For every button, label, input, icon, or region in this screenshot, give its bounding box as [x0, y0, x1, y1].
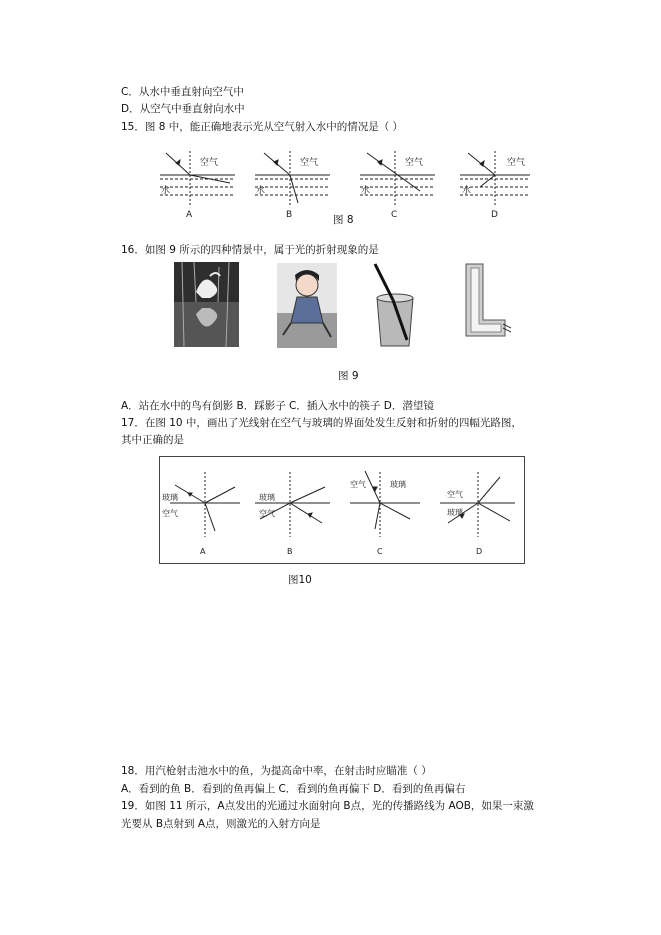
- fig10-glass-label-c: 玻璃: [390, 480, 406, 489]
- fig10-panel-a: [170, 472, 240, 537]
- fig10-letter-a: A: [200, 547, 206, 556]
- q14-option-c: C．从水中垂直射向空气中: [121, 86, 244, 98]
- fig10-air-label-c: 空气: [350, 480, 366, 489]
- fig8-water-label-a: 水: [161, 186, 171, 196]
- question-16: 16．如图 9 所示的四种情景中，属于光的折射现象的是: [121, 244, 379, 256]
- fig10-letter-b: B: [287, 547, 293, 556]
- figure-10: [160, 457, 524, 563]
- fig8-panel-a: [160, 151, 235, 205]
- fig8-letter-d: D: [491, 210, 498, 220]
- fig10-panel-d: [440, 472, 515, 537]
- fig10-glass-label-d: 玻璃: [447, 508, 463, 517]
- fig8-air-label-d: 空气: [507, 158, 526, 168]
- fig8-water-label-d: 水: [462, 186, 472, 196]
- fig8-water-label-c: 水: [361, 186, 371, 196]
- fig10-letter-c: C: [377, 547, 383, 556]
- fig8-air-label-c: 空气: [405, 158, 424, 168]
- question-19-line-1: 19．如图 11 所示，A点发出的光通过水面射向 B点，光的传播路线为 AOB，如果一束激: [121, 800, 534, 812]
- fig8-letter-a: A: [186, 210, 193, 220]
- question-16-options: A．站在水中的鸟有倒影 B．踩影子 C．插入水中的筷子 D．潜望镜: [121, 400, 434, 412]
- fig9-periscope-image: [463, 262, 513, 342]
- fig9-caption: 图 9: [338, 370, 359, 382]
- fig10-glass-label-b: 玻璃: [259, 493, 275, 502]
- fig9-chopsticks-in-water-image: [365, 262, 425, 350]
- fig9-bird-reflection-image: [174, 262, 239, 347]
- fig8-caption: 图 8: [333, 214, 354, 226]
- question-15: 15．图 8 中，能正确地表示光从空气射入水中的情况是（ ）: [121, 121, 404, 133]
- question-18: 18．用汽枪射击池水中的鱼，为提高命中率，在射击时应瞄准（ ）: [121, 765, 432, 777]
- question-19-line-2: 光要从 B点射到 A点，则激光的入射方向是: [121, 818, 321, 830]
- question-17-line-1: 17．在图 10 中，画出了光线射在空气与玻璃的界面处发生反射和折射的四幅光路图，: [121, 417, 522, 429]
- fig8-letter-b: B: [286, 210, 293, 220]
- figure-8: [150, 143, 530, 223]
- fig10-letter-d: D: [476, 547, 483, 556]
- fig8-panel-b: [255, 151, 330, 205]
- fig9-stepping-shadow-image: [277, 263, 337, 348]
- question-18-options: A．看到的鱼 B．看到的鱼再偏上 C．看到的鱼再偏下 D．看到的鱼再偏右: [121, 783, 466, 795]
- fig10-glass-label-a: 玻璃: [162, 493, 178, 502]
- fig8-panel-c: [360, 151, 435, 205]
- fig10-panel-b: [255, 472, 330, 537]
- fig8-air-label-a: 空气: [200, 158, 219, 168]
- fig10-caption: 图10: [288, 574, 312, 586]
- fig10-air-label-a: 空气: [162, 509, 178, 518]
- fig8-letter-c: C: [391, 210, 398, 220]
- fig10-air-label-b: 空气: [259, 509, 275, 518]
- fig8-air-label-b: 空气: [300, 158, 319, 168]
- question-17-line-2: 其中正确的是: [121, 434, 184, 446]
- q14-option-d: D．从空气中垂直射向水中: [121, 103, 245, 115]
- fig10-air-label-d: 空气: [447, 490, 463, 499]
- fig8-water-label-b: 水: [256, 186, 266, 196]
